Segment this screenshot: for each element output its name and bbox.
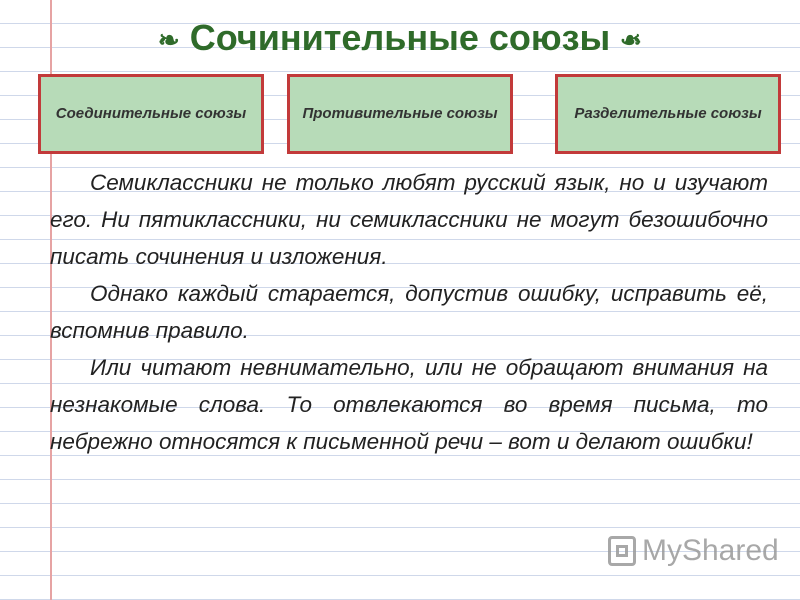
paragraph-3: Или читают невнимательно, или не обращают внимания на незнакомые слова. То отвлекаются во время письма, то небрежно относятся к письменной речи – вот и делают ошибки!: [50, 355, 768, 454]
floral-ornament-left-icon: ❧: [157, 25, 180, 56]
box-label: Разделительные союзы: [574, 105, 762, 122]
paragraph-1: Семиклассники не только любят русский язык, но и изучают его. Ни пятиклассники, ни семиклассники не могут безошибочно писать сочинения и изложения.: [50, 170, 768, 269]
watermark-text: MyShared: [642, 534, 779, 567]
box-disjunctive-conjunctions: [555, 74, 781, 154]
box-adversative-conjunctions: [287, 74, 513, 154]
box-label: Противительные союзы: [302, 105, 498, 122]
logo-icon: [608, 536, 636, 566]
box-label: Соединительные союзы: [55, 105, 247, 122]
body-text: [50, 164, 768, 460]
watermark-logo: [608, 534, 779, 568]
box-coordinating-conjunctions: [38, 74, 264, 154]
page-title: [0, 12, 800, 66]
floral-ornament-right-icon: ❧: [620, 25, 643, 56]
paragraph-2: Однако каждый старается, допустив ошибку, исправить её, вспомнив правило.: [50, 281, 768, 343]
page-title-text: Сочинительные союзы: [189, 17, 611, 58]
